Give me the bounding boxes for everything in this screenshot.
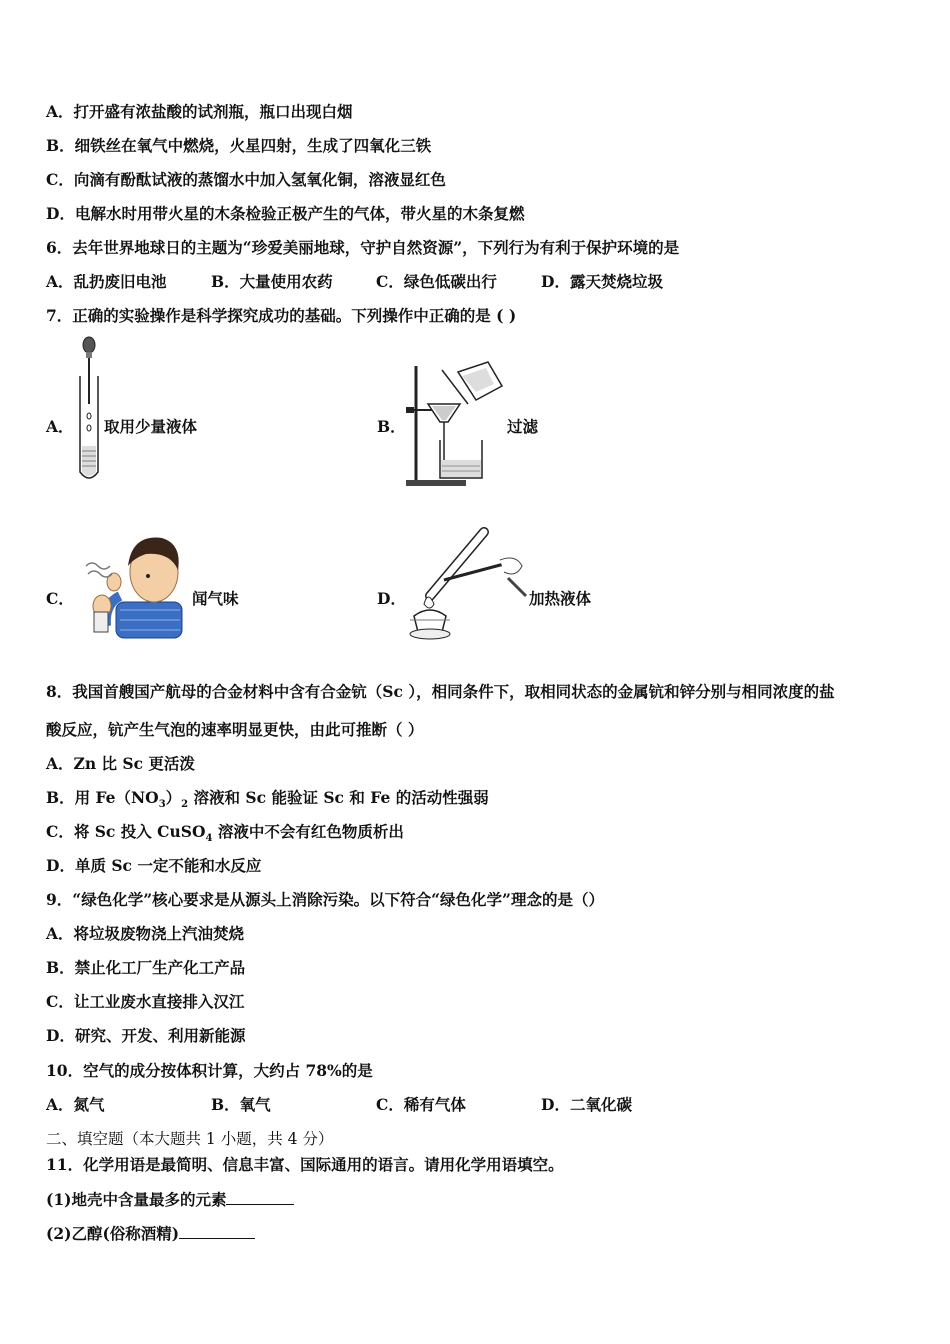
q7-option-d-letter: D． [377,589,406,608]
section-2-title: 二、填空题（本大题共 1 小题，共 4 分） [46,1130,334,1148]
q7-option-b-text: 过滤 [507,417,539,436]
q11-part2: (2)乙醇(俗称酒精) [46,1222,255,1244]
q8-option-b: B．用 $Fe(NO_3)_2$ 溶液和 Sc 能验证 Sc 和 Fe 的活动性强弱 [46,788,489,811]
q7-option-c-text: 闻气味 [192,589,239,608]
q11-part1-answer-blank[interactable] [226,1188,294,1205]
q11-stem: 11．化学用语是最简明、信息丰富、国际通用的语言。请用化学用语填空。 [46,1155,564,1174]
q11-part2-answer-blank[interactable] [179,1222,255,1239]
q9-option-d: D．研究、开发、利用新能源 [46,1026,246,1045]
q6-option-c: C．绿色低碳出行 [376,272,497,291]
q6-option-a: A．乱扔废旧电池 [46,272,167,291]
q9-option-a: A．将垃圾废物浇上汽油焚烧 [46,924,245,943]
q5-option-a: A．打开盛有浓盐酸的试剂瓶，瓶口出现白烟 [46,102,353,121]
q7-option-c-letter: C． [46,589,74,608]
q8-option-c: C．将 Sc 投入 CuSO$_4$ 溶液中不会有红色物质析出 [46,822,404,845]
q7-option-b-letter: B． [377,417,406,436]
q7-stem: 7．正确的实验操作是科学探究成功的基础。下列操作中正确的是 ( ) [46,306,517,325]
q10-options [46,1095,632,1115]
q8-stem-line1: 8．我国首艘国产航母的合金材料中含有合金钪（Sc ），相同条件下，取相同状态的金属钪和锌分别与相同浓度的盐 [46,682,835,701]
q6-options [46,272,663,292]
dropper-test-tube-figure [72,336,106,486]
q5-option-d: D．电解水时用带火星的木条检验正极产生的气体，带火星的木条复燃 [46,204,525,223]
q10-stem: 10．空气的成分按体积计算，大约占 78%的是 [46,1061,373,1080]
q7-option-a-letter: A． [46,417,74,436]
q7-option-a-text: 取用少量液体 [104,417,198,436]
q10-option-b: B．氧气 [211,1095,271,1114]
q10-option-d: D．二氧化碳 [541,1095,632,1114]
q10-option-a: A．氮气 [46,1095,105,1114]
q7-option-d-text: 加热液体 [529,589,592,608]
filtration-figure [402,360,508,488]
q11-part1: (1)地壳中含量最多的元素 [46,1188,294,1210]
q8-option-a: A．Zn 比 Sc 更活泼 [46,754,195,773]
q9-option-b: B．禁止化工厂生产化工产品 [46,958,246,977]
q6-stem: 6．去年世界地球日的主题为“珍爱美丽地球，守护自然资源”，下列行为有利于保护环境的是 [46,238,680,257]
q10-option-c: C．稀有气体 [376,1095,466,1114]
q6-option-b: B．大量使用农药 [211,272,333,291]
q8-option-d: D．单质 Sc 一定不能和水反应 [46,856,262,875]
heating-liquid-figure [404,524,528,642]
q9-stem: 9．“绿色化学”核心要求是从源头上消除污染。以下符合“绿色化学”理念的是（） [46,890,604,909]
q8-stem-line2: 酸反应，钪产生气泡的速率明显更快，由此可推断（ ） [46,720,424,739]
q6-option-d: D．露天焚烧垃圾 [541,272,663,291]
q9-option-c: C．让工业废水直接排入汉江 [46,992,245,1011]
q5-option-c: C．向滴有酚酞试液的蒸馏水中加入氢氧化铜，溶液显红色 [46,170,446,189]
smelling-figure [76,530,186,640]
q5-option-b: B．细铁丝在氧气中燃烧，火星四射，生成了四氧化三铁 [46,136,432,155]
